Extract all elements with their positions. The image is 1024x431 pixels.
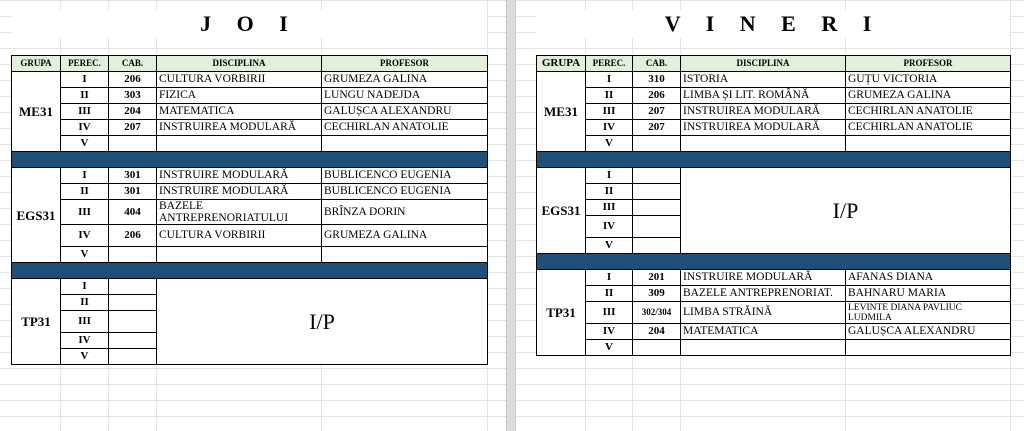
subject	[157, 247, 322, 263]
period-number: V	[61, 247, 109, 263]
period-number: I	[586, 72, 633, 88]
subject: FIZICA	[157, 88, 322, 104]
subject: LIMBA STRĂINĂ	[681, 302, 846, 324]
period-number: IV	[586, 216, 633, 238]
period-number: II	[61, 184, 109, 200]
room-number	[109, 279, 157, 295]
table-row	[12, 72, 488, 88]
header-cab: CAB.	[109, 56, 157, 72]
group-name: TP31	[537, 270, 586, 356]
room-number: 206	[109, 72, 157, 88]
room-number: 303	[109, 88, 157, 104]
subject	[681, 136, 846, 152]
teacher: GUȚU VICTORIA	[846, 72, 1011, 88]
subject: INSTRUIRE MODULARĂ	[157, 184, 322, 200]
group-name: ME31	[537, 72, 586, 152]
room-number	[109, 349, 157, 365]
room-number: 207	[633, 120, 681, 136]
header-grupa: GRUPA	[537, 56, 586, 72]
period-number: I	[586, 270, 633, 286]
header-disciplina: DISCIPLINA	[681, 56, 846, 72]
room-number: 301	[109, 168, 157, 184]
period-number: III	[61, 200, 109, 225]
table-row	[12, 168, 488, 184]
period-number: IV	[61, 120, 109, 136]
group-name: EGS31	[537, 168, 586, 254]
period-number: V	[586, 136, 633, 152]
teacher: BUBLICENCO EUGENIA	[322, 168, 488, 184]
period-number: V	[586, 340, 633, 356]
room-number: 302/304	[633, 302, 681, 324]
room-number: 206	[109, 225, 157, 247]
header-row	[537, 56, 1011, 72]
sheet-divider	[506, 0, 516, 431]
teacher: CECHIRLAN ANATOLIE	[846, 104, 1011, 120]
room-number	[109, 136, 157, 152]
room-number: 201	[633, 270, 681, 286]
table-row	[12, 120, 488, 136]
header-perec: PEREC.	[61, 56, 109, 72]
period-number: III	[61, 311, 109, 333]
teacher: GALUȘCA ALEXANDRU	[846, 324, 1011, 340]
room-number: 207	[109, 120, 157, 136]
table-row	[537, 324, 1011, 340]
period-number: III	[61, 104, 109, 120]
room-number: 404	[109, 200, 157, 225]
teacher	[846, 136, 1011, 152]
period-number: IV	[61, 333, 109, 349]
subject: INSTRUIRE MODULARĂ	[681, 270, 846, 286]
table-row	[537, 302, 1011, 324]
table-row	[537, 286, 1011, 302]
header-grupa: GRUPA	[12, 56, 61, 72]
room-number: 309	[633, 286, 681, 302]
table-row	[12, 104, 488, 120]
table-row	[537, 340, 1011, 356]
group-separator	[537, 152, 1011, 168]
teacher: BUBLICENCO EUGENIA	[322, 184, 488, 200]
period-number: III	[586, 104, 633, 120]
day-title-vineri: V I N E R I	[536, 10, 1010, 38]
teacher: GRUMEZA GALINA	[846, 88, 1011, 104]
room-number: 204	[109, 104, 157, 120]
room-number: 206	[633, 88, 681, 104]
header-cab: CAB.	[633, 56, 681, 72]
teacher: GRUMEZA GALINA	[322, 72, 488, 88]
group-separator	[12, 152, 488, 168]
room-number	[109, 247, 157, 263]
table-row	[537, 88, 1011, 104]
period-number: II	[586, 88, 633, 104]
room-number	[633, 168, 681, 184]
table-row	[12, 184, 488, 200]
subject: MATEMATICA	[681, 324, 846, 340]
day-title-joi: J O I	[11, 10, 487, 38]
ip-label: I/P	[681, 168, 1011, 254]
header-profesor: PROFESOR	[322, 56, 488, 72]
room-number	[633, 238, 681, 254]
period-number: II	[61, 295, 109, 311]
group-name: ME31	[12, 72, 61, 152]
room-number	[633, 340, 681, 356]
teacher: GRUMEZA GALINA	[322, 225, 488, 247]
room-number: 310	[633, 72, 681, 88]
period-number: V	[586, 238, 633, 254]
period-number: IV	[586, 324, 633, 340]
period-number: II	[586, 184, 633, 200]
room-number: 207	[633, 104, 681, 120]
teacher: CECHIRLAN ANATOLIE	[322, 120, 488, 136]
table-row	[537, 120, 1011, 136]
teacher: AFANAS DIANA	[846, 270, 1011, 286]
table-row	[12, 279, 488, 295]
teacher: GALUȘCA ALEXANDRU	[322, 104, 488, 120]
period-number: II	[61, 88, 109, 104]
header-profesor: PROFESOR	[846, 56, 1011, 72]
subject: INSTRUIREA MODULARĂ	[681, 104, 846, 120]
table-row	[12, 136, 488, 152]
teacher: LEVINTE DIANA PAVLIUC LUDMILA	[846, 302, 1011, 324]
subject: LIMBA ȘI LIT. ROMÂNĂ	[681, 88, 846, 104]
table-row	[537, 72, 1011, 88]
group-name: EGS31	[12, 168, 61, 263]
subject: CULTURA VORBIRII	[157, 225, 322, 247]
teacher: CECHIRLAN ANATOLIE	[846, 120, 1011, 136]
subject: CULTURA VORBIRII	[157, 72, 322, 88]
teacher	[322, 247, 488, 263]
table-row	[12, 200, 488, 225]
subject: INSTRUIREA MODULARĂ	[681, 120, 846, 136]
group-separator	[537, 254, 1011, 270]
group-separator	[12, 263, 488, 279]
teacher	[322, 136, 488, 152]
period-number: II	[586, 286, 633, 302]
teacher: BAHNARU MARIA	[846, 286, 1011, 302]
room-number	[633, 136, 681, 152]
period-number: V	[61, 349, 109, 365]
table-row	[537, 136, 1011, 152]
period-number: I	[61, 72, 109, 88]
room-number	[109, 311, 157, 333]
room-number	[633, 216, 681, 238]
period-number: I	[61, 279, 109, 295]
header-row	[12, 56, 488, 72]
period-number: I	[61, 168, 109, 184]
header-disciplina: DISCIPLINA	[157, 56, 322, 72]
period-number: III	[586, 302, 633, 324]
subject	[681, 340, 846, 356]
period-number: IV	[586, 120, 633, 136]
group-name: TP31	[12, 279, 61, 365]
period-number: V	[61, 136, 109, 152]
ip-label: I/P	[157, 279, 488, 365]
room-number: 301	[109, 184, 157, 200]
teacher	[846, 340, 1011, 356]
period-number: III	[586, 200, 633, 216]
schedule-table-vineri	[536, 55, 1011, 356]
subject: BAZELE ANTREPRENORIATULUI	[157, 200, 322, 225]
schedule-table-joi	[11, 55, 488, 365]
table-row	[537, 270, 1011, 286]
room-number	[633, 184, 681, 200]
subject: MATEMATICA	[157, 104, 322, 120]
subject	[157, 136, 322, 152]
table-row	[12, 247, 488, 263]
table-row	[12, 88, 488, 104]
teacher: LUNGU NADEJDA	[322, 88, 488, 104]
header-perec: PEREC.	[586, 56, 633, 72]
table-row	[537, 168, 1011, 184]
subject: INSTRUIRE MODULARĂ	[157, 168, 322, 184]
room-number: 204	[633, 324, 681, 340]
table-row	[537, 104, 1011, 120]
period-number: IV	[61, 225, 109, 247]
teacher: BRÎNZA DORIN	[322, 200, 488, 225]
subject: INSTRUIREA MODULARĂ	[157, 120, 322, 136]
subject: BAZELE ANTREPRENORIAT.	[681, 286, 846, 302]
table-row	[12, 225, 488, 247]
room-number	[109, 333, 157, 349]
room-number	[633, 200, 681, 216]
room-number	[109, 295, 157, 311]
subject: ISTORIA	[681, 72, 846, 88]
period-number: I	[586, 168, 633, 184]
